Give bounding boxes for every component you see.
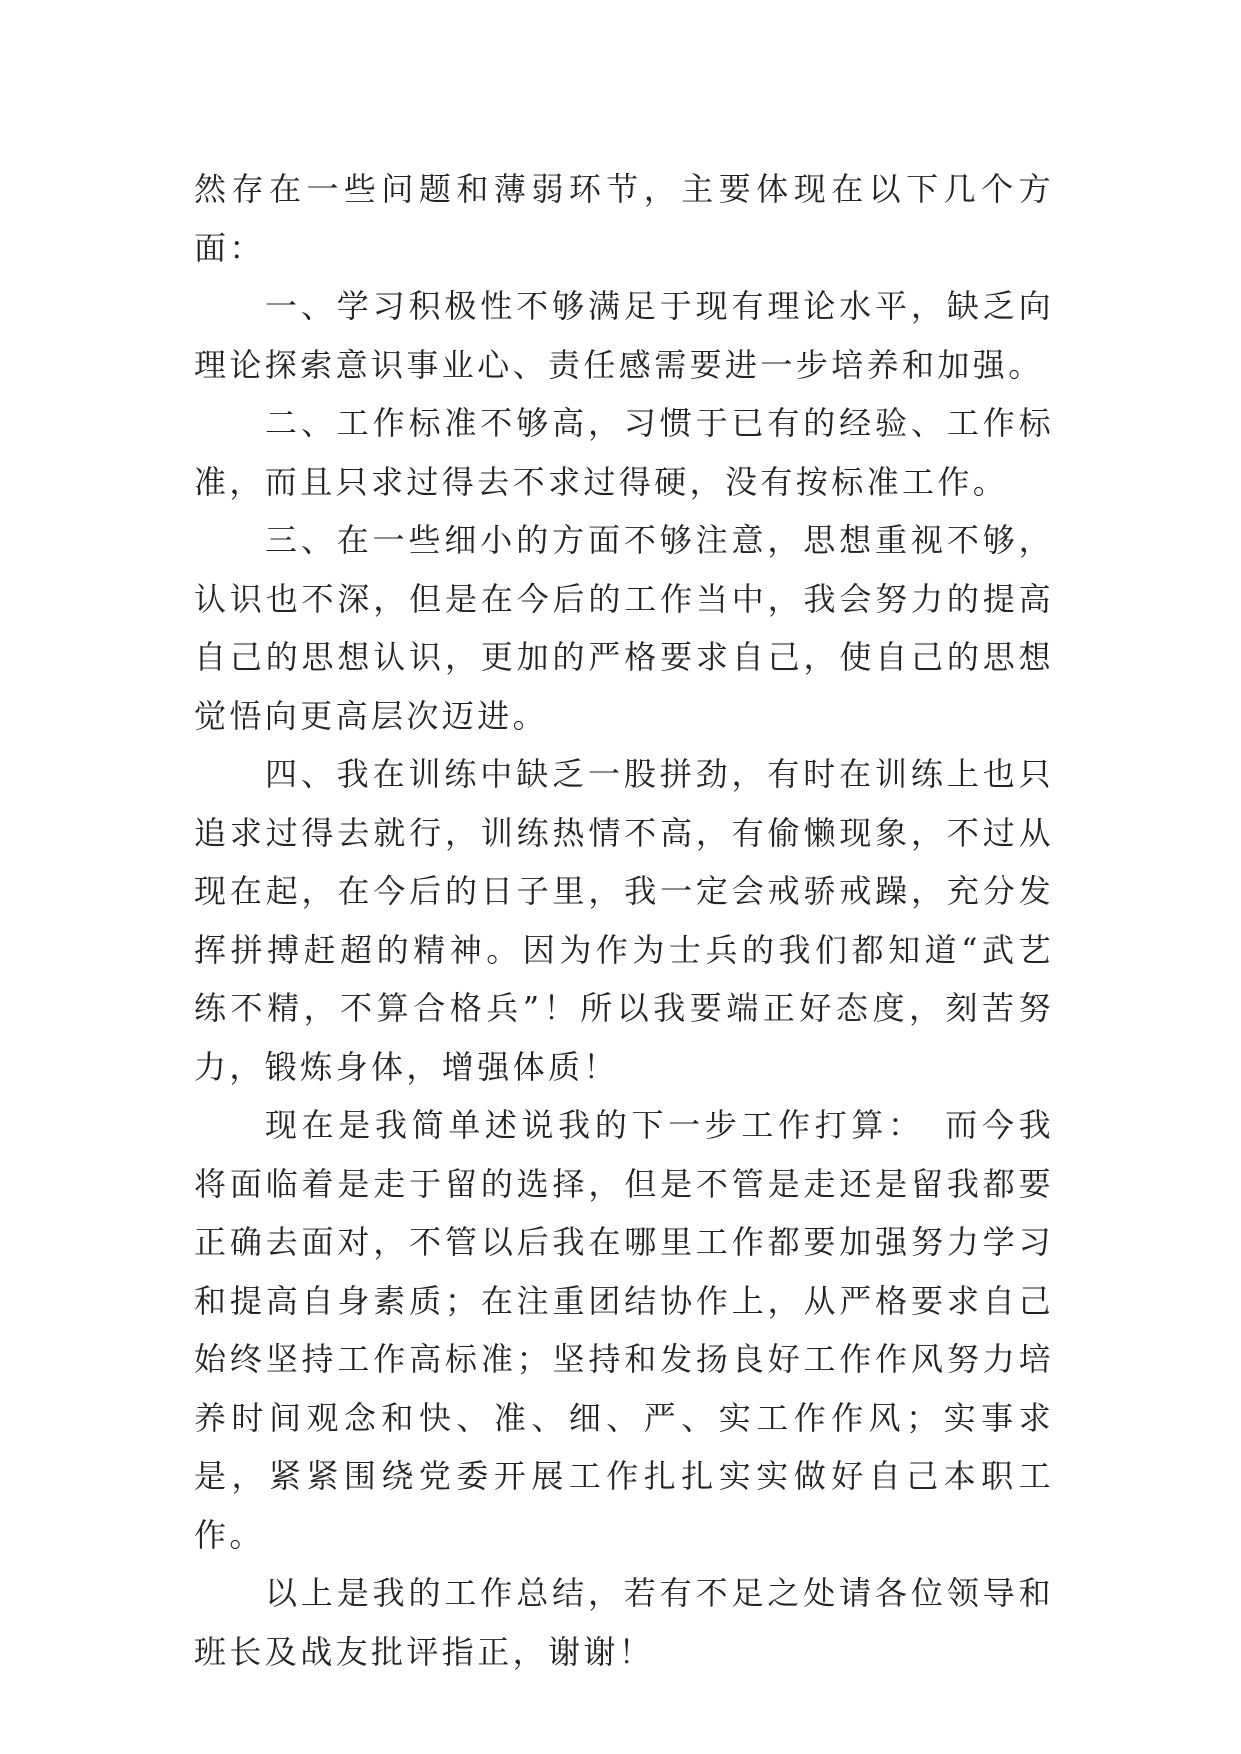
paragraph-item-4: 四、我在训练中缺乏一股拼劲，有时在训练上也只追求过得去就行，训练热情不高，有偷懒现象，不过从现在起，在今后的日子里，我一定会戒骄戒躁，充分发挥拼搏赶超的精神。因为作为士兵的我们都知道“武艺练不精，不算合格兵”！所以我要端正好态度，刻苦努力，锻炼身体，增强体质！ (194, 755, 1054, 1086)
paragraph-item-1: 一、学习积极性不够满足于现有理论水平，缺乏向理论探索意识事业心、责任感需要进一步培养和加强。 (194, 287, 1054, 384)
paragraph-plan: 现在是我简单述说我的下一步工作打算： 而今我将面临着是走于留的选择，但是不管是走还是留我都要正确去面对，不管以后我在哪里工作都要加强努力学习和提高自身素质；在注重团结协作上，从严格要求自己始终坚持工作高标准；坚持和发扬良好工作作风努力培养时间观念和快、准、细、严、实工作作风；实事求是，紧紧围绕党委开展工作扎扎实实做好自己本职工作。 (194, 1106, 1054, 1554)
paragraph-item-2: 二、工作标准不够高，习惯于已有的经验、工作标准，而且只求过得去不求过得硬，没有按标准工作。 (194, 404, 1054, 501)
paragraph-item-3: 三、在一些细小的方面不够注意，思想重视不够，认识也不深，但是在今后的工作当中，我会努力的提高自己的思想认识，更加的严格要求自己，使自己的思想觉悟向更高层次迈进。 (194, 521, 1054, 735)
paragraph-continuation: 然存在一些问题和薄弱环节，主要体现在以下几个方面： (194, 170, 1054, 267)
paragraph-closing: 以上是我的工作总结，若有不足之处请各位领导和班长及战友批评指正，谢谢！ (194, 1574, 1054, 1671)
document-body (194, 160, 1054, 1681)
